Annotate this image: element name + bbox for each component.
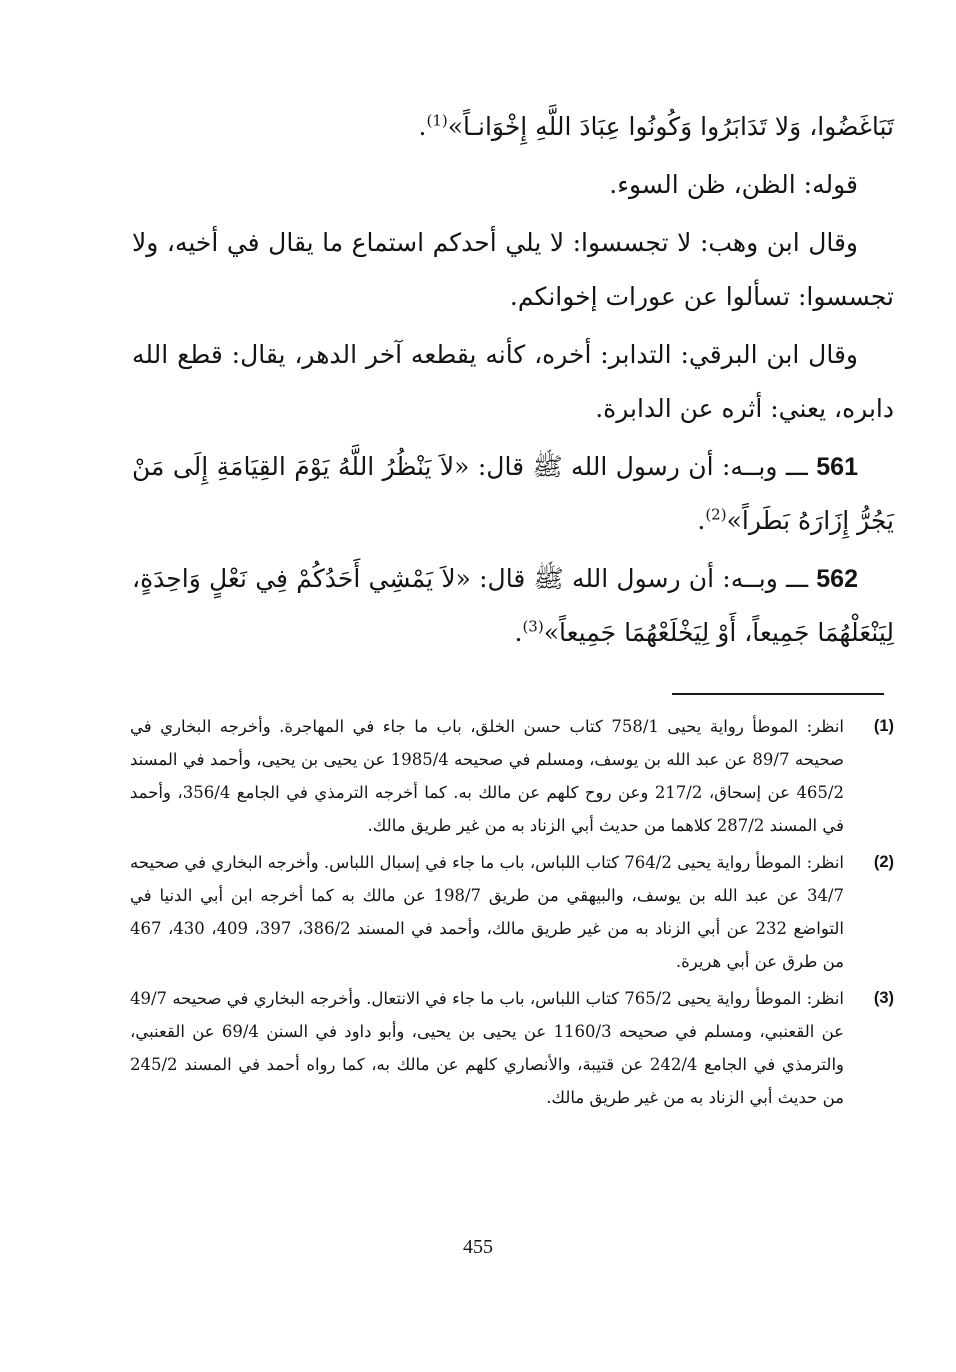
paragraph-ibn-barqi: وقال ابن البرقي: التدابر: أخره، كأنه يقطعه آخر الدهر، يقال: قطع الله دابره، يعني: أثره عن الدابرة.: [132, 340, 894, 423]
footnote-text: انظر: الموطأ رواية يحيى 765/2 كتاب اللباس، باب ما جاء في الانتعال. وأخرجه البخاري في صحيحه 49/7 عن القعنبي، ومسلم في صحيحه 1160/3 عن يحيى بن يحيى، وأبو داود في السنن 69/4 عن القعنبي، والترمذي في الجامع 242/4 عن قتيبة، والأنصاري كلهم عن مالك به، كما رواه أحمد في المسند 245/2 من حديث أبي الزناد به من غير طريق مالك.: [130, 989, 844, 1107]
footnote-text: انظر: الموطأ رواية يحيى 764/2 كتاب اللباس، باب ما جاء في إسبال اللباس. وأخرجه البخاري في صحيحه 34/7 عن عبد الله بن يوسف، والبيهقي من طريق 198/7 عن مالك به كما أخرجه ابن أبي الدنيا في التواضع 232 عن أبي الزناد به من غير طريق مالك، وأحمد في المسند 386/2، 397، 409، 430، 467 من طرق عن أبي هريرة.: [130, 853, 845, 971]
paragraph-hadith-ending: [132, 100, 894, 154]
hadith-562: [132, 552, 894, 660]
paragraph-commentary-zann: قوله: الظن، ظن السوء.: [609, 170, 858, 199]
paragraph-ibn-wahb: وقال ابن وهب: لا تجسسوا: لا يلي أحدكم استماع ما يقال في أخيه، ولا تجسسوا: تسألوا عن عورات إخوانكم.: [132, 228, 894, 311]
footnote-marker-2[interactable]: (2): [705, 505, 727, 524]
hadith-ending-text: تَبَاغَضُوا، وَلا تَدَابَرُوا وَكُونُوا عِبَادَ اللَّهِ إِخْوَانـاً»: [447, 112, 894, 141]
hadith-number: 562: [816, 565, 858, 593]
sentence-end: .: [418, 112, 427, 141]
footnote-1: [130, 710, 894, 842]
footnote-marker-3[interactable]: (3): [522, 617, 544, 636]
hadith-text: ـــ وبــه: أن رسول الله ﷺ قال: «لاَ يَنْظُرُ اللَّهُ يَوْمَ القِيَامَةِ إِلَى مَنْ يَجُرُّ إِزَارَهُ بَطَراً»: [132, 452, 894, 535]
hadith-number: 561: [816, 453, 858, 481]
footnote-2: [130, 846, 894, 978]
footnote-3: [130, 982, 894, 1114]
footnote-separator: [672, 693, 884, 695]
footnote-marker-1[interactable]: (1): [426, 111, 448, 130]
hadith-561: [132, 440, 894, 548]
main-text-block: [132, 100, 894, 660]
footnote-text: انظر: الموطأ رواية يحيى 758/1 كتاب حسن الخلق، باب ما جاء في المهاجرة. وأخرجه البخاري في صحيحه 89/7 عن عبد الله بن يوسف، ومسلم في صحيحه 1985/4 عن يحيى بن يحيى، وأحمد في المسند 465/2 عن إسحاق، 217/2 وعن روح كلهم عن مالك به. كما أخرجه الترمذي في الجامع 356/4، وأحمد في المسند 287/2 كلاهما من حديث أبي الزناد به من غير طريق مالك.: [130, 717, 845, 835]
sentence-end: .: [514, 618, 523, 647]
footnotes-section: [130, 710, 894, 1118]
footnote-number: (1): [873, 717, 894, 735]
footnote-number: (3): [873, 989, 894, 1007]
hadith-text: ـــ وبــه: أن رسول الله ﷺ قال: «لاَ يَمْشِي أَحَدُكُمْ فِي نَعْلٍ وَاحِدَةٍ، لِيَنْعَلْهُمَا جَمِيعاً، أَوْ لِيَخْلَعْهُمَا جَمِيعاً»: [132, 564, 894, 647]
footnote-number: (2): [873, 853, 894, 871]
sentence-end: .: [697, 506, 706, 535]
page-number: 455: [463, 1236, 493, 1258]
